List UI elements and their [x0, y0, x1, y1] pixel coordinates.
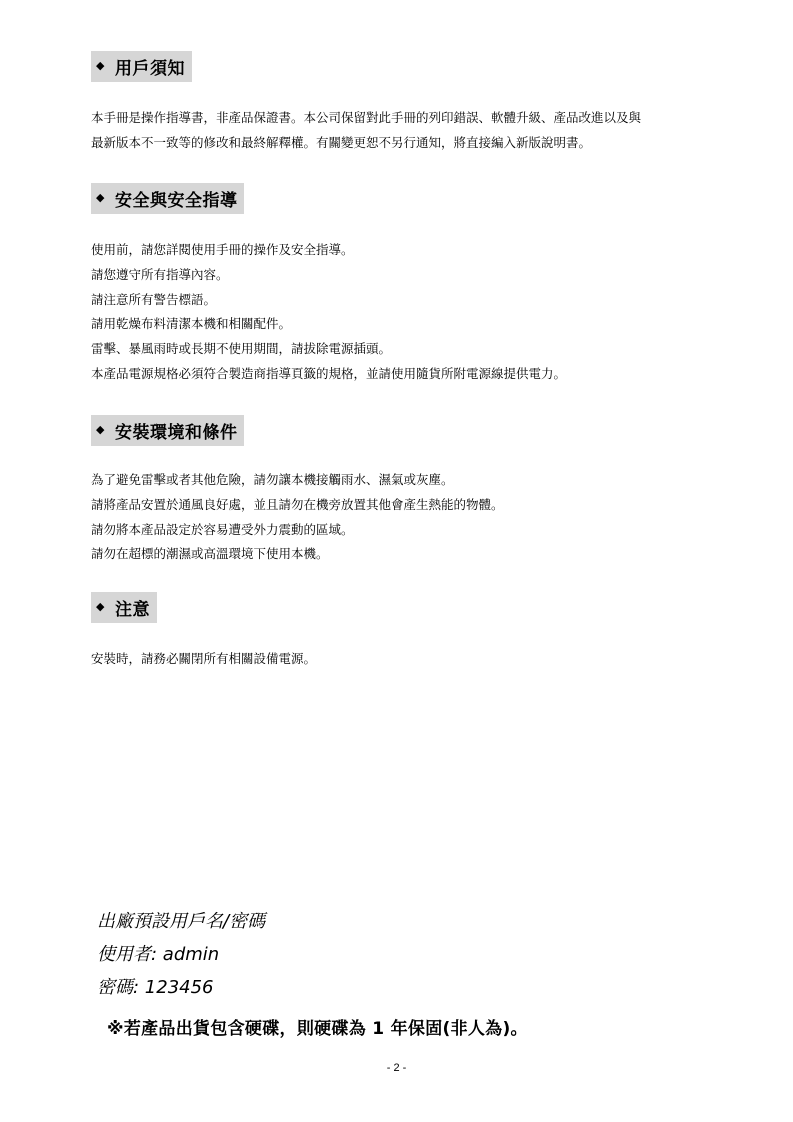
text-line: 本產品電源規格必須符合製造商指導頁籤的規格，並請使用隨貨所附電源線提供電力。	[91, 365, 567, 381]
text-line: 為了避免雷擊或者其他危險，請勿讓本機接觸雨水、濕氣或灰塵。	[91, 472, 454, 487]
text-line: 請注意所有警告標語。	[91, 291, 217, 307]
text-line: 請您遵守所有指導內容。	[91, 266, 229, 282]
text-line: 請勿將本產品設定於容易遭受外力震動的區域。	[91, 521, 354, 537]
diamond-bullet-icon: ◆	[96, 191, 105, 204]
section-body	[91, 647, 751, 672]
page-number: - 2 -	[386, 1062, 407, 1074]
default-credentials	[97, 905, 265, 1004]
diamond-bullet-icon: ◆	[96, 600, 105, 613]
text-line: 使用前，請您詳閱使用手冊的操作及安全指導。	[91, 242, 354, 257]
section-heading-user-notice	[91, 51, 192, 82]
credentials-password: 密碼: 123456	[97, 977, 214, 998]
section-heading-caution	[91, 592, 157, 623]
text-line: 雷擊、暴風雨時或長期不使用期間，請拔除電源插頭。	[91, 341, 392, 357]
section-title: 安裝環境和條件	[114, 423, 238, 443]
text-line: 請用乾燥布料清潔本機和相關配件。	[91, 316, 292, 332]
section-title: 用戶須知	[114, 59, 185, 79]
warranty-note: ※若產品出貨包含硬碟，則硬碟為 1 年保固(非人為)。	[107, 1019, 528, 1039]
text-line: 請將產品安置於通風良好處，並且請勿在機旁放置其他會產生熱能的物體。	[91, 496, 504, 512]
text-line: 最新版本不一致等的修改和最終解釋權。有關變更恕不另行通知，將直接編入新版說明書。	[91, 134, 592, 150]
credentials-user: 使用者: admin	[97, 944, 220, 965]
section-body	[91, 238, 751, 387]
section-heading-safety	[91, 183, 244, 214]
section-body	[91, 106, 751, 156]
text-line: 請勿在超標的潮濕或高溫環境下使用本機。	[91, 546, 329, 562]
section-title: 安全與安全指導	[114, 191, 238, 211]
text-line: 安裝時，請務必關閉所有相關設備電源。	[91, 651, 317, 666]
text-line: 本手冊是操作指導書，非產品保證書。本公司保留對此手冊的列印錯誤、軟體升級、產品改進以及與	[91, 110, 642, 125]
section-body	[91, 468, 751, 567]
diamond-bullet-icon: ◆	[96, 59, 105, 72]
diamond-bullet-icon: ◆	[96, 423, 105, 436]
credentials-title: 出廠預設用戶名/密碼	[97, 911, 266, 932]
section-heading-environment	[91, 415, 244, 446]
section-title: 注意	[114, 600, 150, 620]
